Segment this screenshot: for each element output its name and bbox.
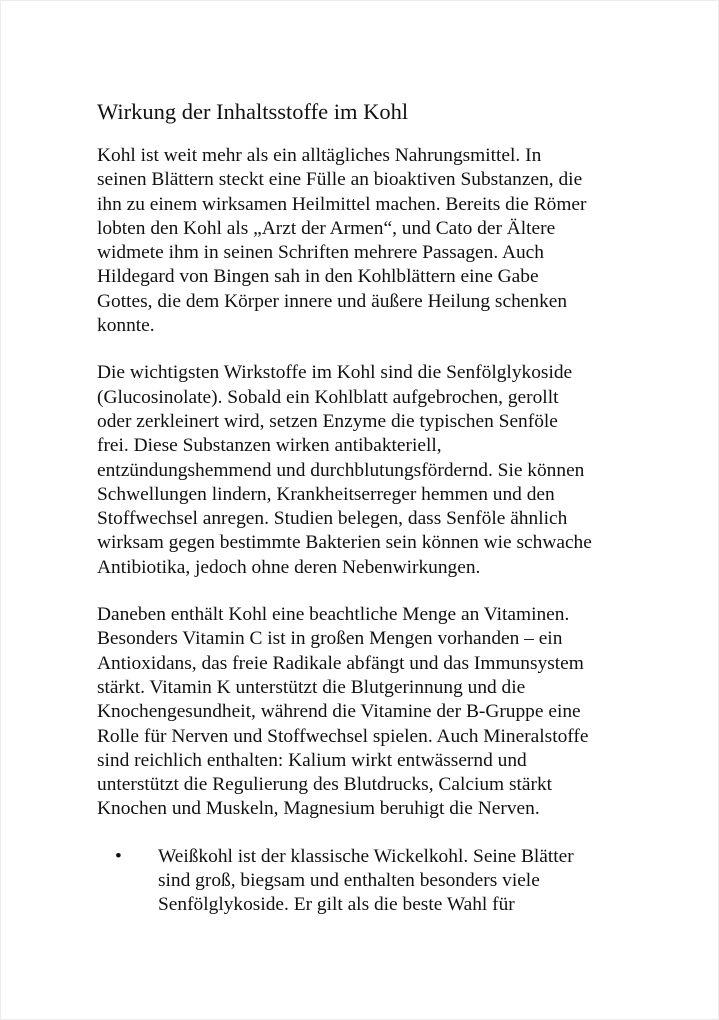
text-line: seinen Blättern steckt eine Fülle an bioaktiven Substanzen, die [97,169,583,191]
text-line: stärkt. Vitamin K unterstützt die Blutgerinnung und die [97,676,526,698]
text-line: lobten den Kohl als „Arzt der Armen“, und Cato der Ältere [97,217,556,239]
text-line: Schwellungen lindern, Krankheitserreger hemmen und den [97,483,555,505]
text-line: Antibiotika, jedoch ohne deren Nebenwirkungen. [97,556,481,578]
text-line: Antioxidans, das freie Radikale abfängt und das Immunsystem [97,652,584,674]
bullet-icon: • [115,845,122,867]
text-line: Die wichtigsten Wirkstoffe im Kohl sind die Senfölglykoside [97,362,573,384]
text-line: Besonders Vitamin C ist in großen Mengen vorhanden – ein [97,628,563,650]
text-line: Gottes, die dem Körper innere und äußere Heilung schenken [97,290,568,312]
bullet-item-weisskohl [97,845,657,918]
text-line: Daneben enthält Kohl eine beachtliche Menge an Vitaminen. [97,604,570,626]
text-line: Hildegard von Bingen sah in den Kohlblättern eine Gabe [97,266,539,288]
text-line: Knochen und Muskeln, Magnesium beruhigt die Nerven. [97,798,540,820]
text-line: Weißkohl ist der klassische Wickelkohl. Seine Blätter [158,845,574,867]
text-line: ihn zu einem wirksamen Heilmittel machen. Bereits die Römer [97,193,587,215]
bullet-list [97,845,657,918]
text-line: Knochengesundheit, während die Vitamine der B-Gruppe eine [97,701,581,723]
document-content [97,97,657,918]
text-line: Kohl ist weit mehr als ein alltägliches Nahrungsmittel. In [97,145,542,166]
text-line: frei. Diese Substanzen wirken antibakteriell, [97,435,442,457]
text-line: Stoffwechsel anregen. Studien belegen, dass Senföle ähnlich [97,508,568,530]
text-line: (Glucosinolate). Sobald ein Kohlblatt aufgebrochen, gerollt [97,386,559,408]
document-title: Wirkung der Inhaltsstoffe im Kohl [97,99,409,124]
text-line: sind reichlich enthalten: Kalium wirkt entwässernd und [97,749,527,771]
text-line: oder zerkleinert wird, setzen Enzyme die typischen Senföle [97,410,558,432]
text-line: Senfölglykoside. Er gilt als die beste Wahl für [158,894,515,916]
text-line: widmete ihm in seinen Schriften mehrere Passagen. Auch [97,242,544,264]
text-line: Rolle für Nerven und Stoffwechsel spielen. Auch Mineralstoffe [97,725,589,747]
paragraph-vitamine [97,603,657,822]
text-line: unterstützt die Regulierung des Blutdrucks, Calcium stärkt [97,774,553,796]
text-line: sind groß, biegsam und enthalten besonders viele [158,870,540,892]
text-line: entzündungshemmend und durchblutungsfördernd. Sie können [97,459,585,481]
text-line: wirksam gegen bestimmte Bakterien sein können wie schwache [97,532,592,554]
text-line: konnte. [97,315,155,337]
paragraph-intro [97,144,657,338]
paragraph-senfoelglykoside [97,361,657,580]
